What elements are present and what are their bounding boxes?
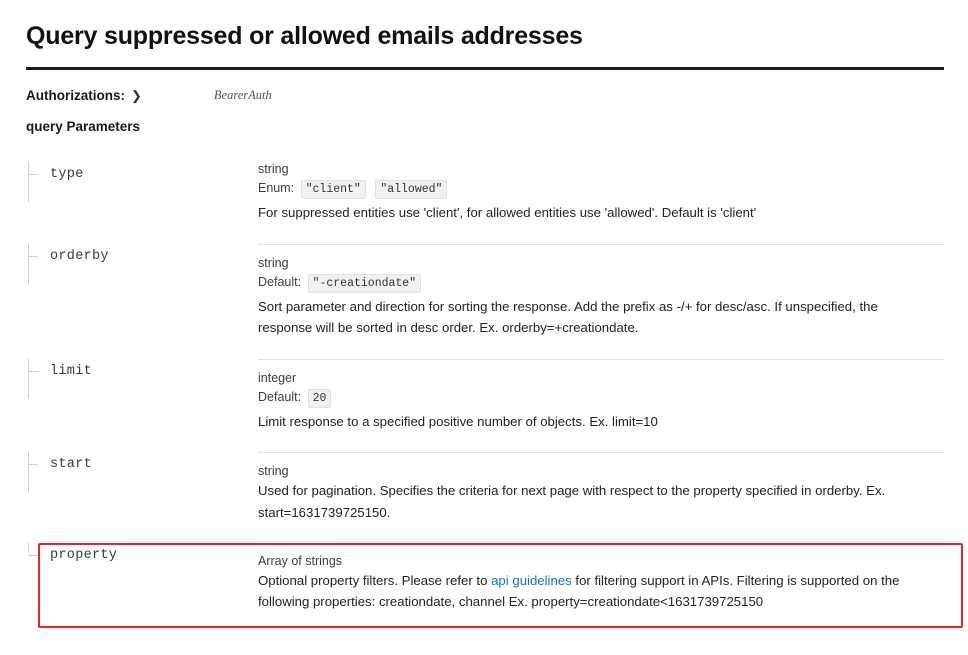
tree-line bbox=[28, 162, 29, 202]
authorizations-value: BearerAuth bbox=[213, 88, 272, 102]
parameter-type: string bbox=[258, 464, 289, 479]
description-text-before-link: Optional property filters. Please refer to bbox=[258, 573, 492, 588]
tree-line bbox=[28, 359, 29, 399]
parameter-meta bbox=[258, 272, 934, 293]
parameter-type: Array of strings bbox=[258, 554, 343, 568]
tree-line bbox=[28, 452, 29, 492]
parameter-enum-value: "allowed" bbox=[375, 180, 447, 199]
parameter-name: property bbox=[50, 548, 118, 563]
parameter-type: string bbox=[258, 255, 289, 270]
parameter-name: orderby bbox=[50, 248, 109, 264]
api-guidelines-link[interactable]: api guidelines bbox=[491, 573, 572, 588]
parameter-row-start bbox=[26, 442, 944, 533]
parameter-name: limit bbox=[50, 363, 93, 379]
tree-branch-icon bbox=[28, 174, 38, 175]
parameter-detail-cell bbox=[258, 359, 944, 433]
parameter-name: start bbox=[50, 457, 93, 473]
parameter-detail-cell bbox=[258, 162, 944, 224]
parameter-enum-value: "client" bbox=[301, 180, 366, 199]
parameter-name-cell bbox=[26, 452, 258, 472]
parameter-description: For suppressed entities use 'client', for allowed entities use 'allowed'. Default is 'client' bbox=[258, 205, 757, 221]
tree-line bbox=[28, 244, 29, 284]
parameter-type: integer bbox=[258, 370, 297, 385]
tree-branch-icon bbox=[28, 464, 38, 465]
parameter-row-orderby bbox=[26, 234, 944, 349]
tree-branch-icon bbox=[28, 256, 38, 257]
query-parameters-label: query Parameters bbox=[26, 119, 141, 134]
authorizations-row[interactable] bbox=[26, 88, 944, 103]
tree-branch-icon bbox=[28, 371, 38, 372]
parameter-row-limit bbox=[26, 349, 944, 443]
parameter-meta-label: Enum: bbox=[258, 181, 295, 195]
parameter-description: Limit response to a specified positive number of objects. Ex. limit=10 bbox=[258, 413, 658, 429]
parameter-default-value: "-creationdate" bbox=[308, 274, 422, 293]
parameter-name-cell bbox=[26, 244, 258, 264]
parameter-row-property bbox=[26, 533, 944, 623]
parameter-name-cell bbox=[26, 543, 258, 563]
parameter-detail-cell bbox=[258, 244, 944, 339]
parameter-description bbox=[258, 570, 934, 613]
parameter-detail-cell bbox=[258, 543, 944, 613]
parameter-detail-cell bbox=[258, 452, 944, 523]
parameter-row-type bbox=[26, 152, 944, 234]
parameter-type: string bbox=[258, 162, 289, 176]
tree-branch-icon bbox=[28, 555, 38, 556]
authorizations-label: Authorizations: bbox=[26, 88, 125, 103]
tree-line bbox=[28, 543, 29, 553]
page-title: Query suppressed or allowed emails addresses bbox=[26, 22, 583, 50]
parameter-meta bbox=[258, 387, 934, 408]
parameter-description: Sort parameter and direction for sorting the response. Add the prefix as -/+ for desc/asc. If unspecified, the response will be sorted in desc order. Ex. orderby=+creationdate. bbox=[258, 298, 878, 336]
chevron-right-icon[interactable]: ❯ bbox=[131, 88, 142, 103]
description-text-after-link: for filtering support in APIs. Filtering is supported on the following properties: creationdate, channel Ex. property=creationdate<1631739725150 bbox=[258, 573, 900, 610]
parameter-meta-label: Default: bbox=[258, 389, 302, 404]
parameter-meta-label: Default: bbox=[258, 274, 302, 289]
parameter-description: Used for pagination. Specifies the criteria for next page with respect to the property specified in orderby. Ex. start=1631739725150. bbox=[258, 483, 886, 520]
query-parameters-list bbox=[26, 152, 944, 623]
parameter-name: type bbox=[50, 167, 84, 182]
parameter-default-value: 20 bbox=[308, 389, 332, 408]
parameter-meta bbox=[258, 178, 934, 199]
title-divider bbox=[26, 67, 944, 70]
parameter-name-cell bbox=[26, 359, 258, 379]
parameter-name-cell bbox=[26, 162, 258, 182]
